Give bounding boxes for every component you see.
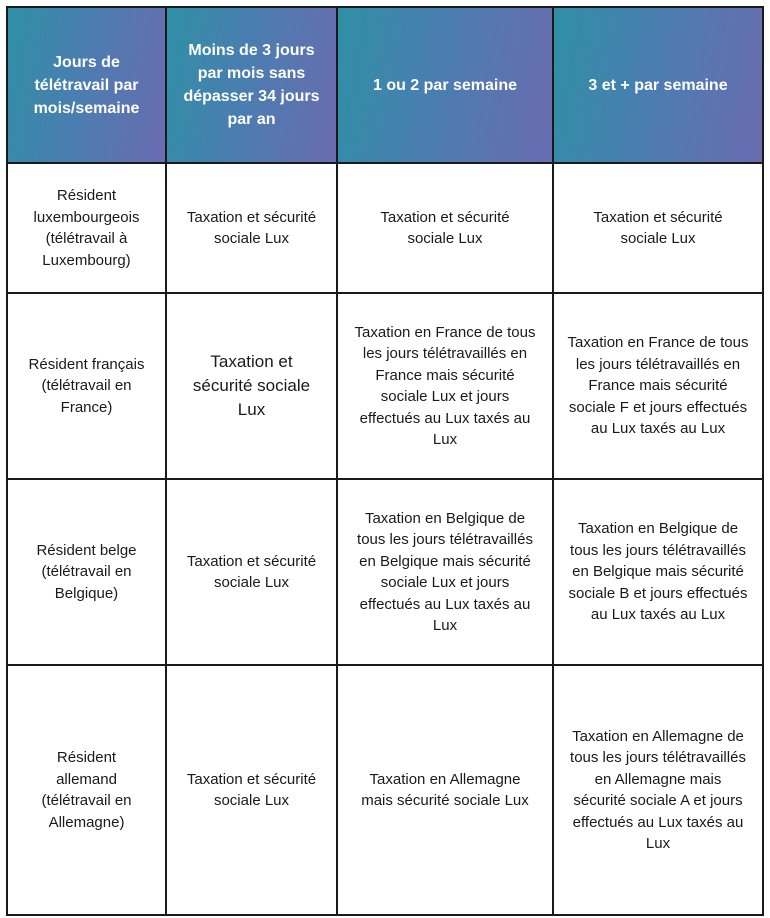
header-cell-days [7, 7, 166, 163]
cell-text: Taxation et sécurité sociale Lux [186, 770, 317, 809]
cell-text: Taxation en Belgique de tous les jours télétravaillés en Belgique mais sécurité sociale Lux et jours effectués au Lux taxés au Lux [357, 509, 533, 634]
cell-text: Taxation et sécurité sociale Lux [380, 208, 510, 247]
cell-text: Taxation en Allemagne de tous les jours télétravaillés en Allemagne mais sécurité sociale A et jours effectués au Lux taxés au Lux [570, 727, 746, 852]
header-cell-3-plus [553, 7, 763, 163]
table-cell [337, 665, 553, 915]
header-cell-less-than-3 [166, 7, 337, 163]
table-cell [166, 665, 337, 915]
cell-text: Taxation en Belgique de tous les jours télétravaillés en Belgique mais sécurité sociale B et jours effectués au Lux taxés au Lux [568, 520, 748, 624]
cell-text: Taxation et sécurité sociale Lux [186, 208, 317, 247]
table-cell [166, 293, 337, 479]
header-less-than-3-label: Moins de 3 jours par mois sans dépasser 34 jours par an [183, 42, 320, 128]
table-row-germany [7, 665, 763, 915]
header-cell-1-or-2 [337, 7, 553, 163]
telework-tax-table [6, 6, 764, 916]
table-row-belgium [7, 479, 763, 665]
table-cell [166, 163, 337, 293]
resident-cell [7, 665, 166, 915]
resident-label: Résident luxembourgeois (télétravail à Luxembourg) [33, 187, 140, 269]
resident-label: Résident allemand (télétravail en Allemagne) [41, 749, 132, 831]
table-cell [337, 293, 553, 479]
table-cell [553, 665, 763, 915]
resident-label: Résident belge (télétravail en Belgique) [36, 541, 137, 602]
cell-text: Taxation et sécurité sociale Lux [593, 208, 723, 247]
cell-text: Taxation et sécurité sociale Lux [192, 352, 311, 419]
header-days-label: Jours de télétravail par mois/semaine [33, 53, 140, 117]
resident-cell [7, 479, 166, 665]
cell-text: Taxation en France de tous les jours télétravaillés en France mais sécurité sociale Lux et jours effectués au Lux taxés au Lux [354, 323, 536, 448]
table-cell [553, 293, 763, 479]
table-cell [337, 479, 553, 665]
table-cell [553, 479, 763, 665]
table-row-france [7, 293, 763, 479]
table-cell [166, 479, 337, 665]
table-cell [337, 163, 553, 293]
cell-text: Taxation en France de tous les jours télétravaillés en France mais sécurité sociale F et jours effectués au Lux taxés au Lux [567, 334, 749, 438]
header-1-or-2-label: 1 ou 2 par semaine [372, 76, 518, 94]
table-cell [553, 163, 763, 293]
resident-label: Résident français (télétravail en France) [28, 355, 145, 416]
table-row-luxembourg [7, 163, 763, 293]
resident-cell [7, 293, 166, 479]
header-row [7, 7, 763, 163]
resident-cell [7, 163, 166, 293]
cell-text: Taxation et sécurité sociale Lux [186, 552, 317, 591]
header-3-plus-label: 3 et + par semaine [588, 76, 728, 94]
cell-text: Taxation en Allemagne mais sécurité sociale Lux [361, 770, 529, 809]
